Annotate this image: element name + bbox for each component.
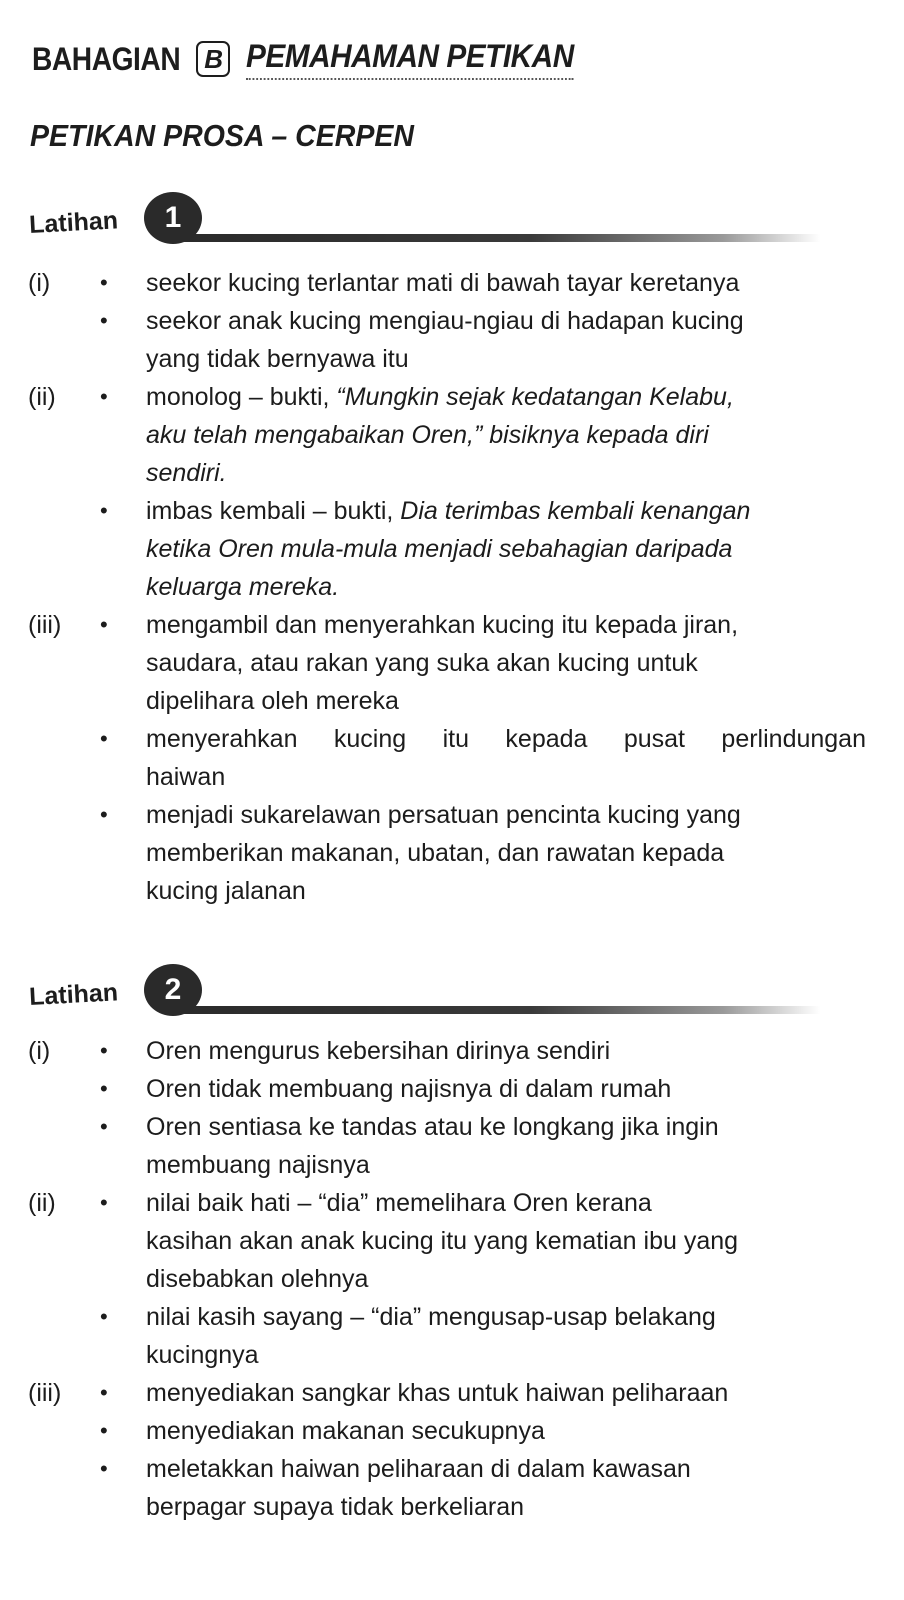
answer-line — [0, 1336, 904, 1374]
answer-text-quote: Dia terimbas kembali kenangan — [400, 497, 751, 525]
answer-text — [146, 340, 409, 378]
section-label: BAHAGIAN — [32, 40, 181, 77]
latihan-2-answers — [0, 1032, 904, 1526]
answer-text-plain: menyediakan sangkar khas untuk haiwan peliharaan — [146, 1379, 729, 1407]
answer-text-plain: meletakkan haiwan peliharaan di dalam kawasan — [146, 1455, 691, 1483]
latihan-label: Latihan — [28, 206, 119, 240]
answer-text-plain: menyediakan makanan secukupnya — [146, 1417, 545, 1445]
answer-text — [146, 378, 734, 416]
answer-text — [146, 796, 741, 834]
answer-line — [0, 416, 904, 454]
answer-text-plain: dipelihara oleh mereka — [146, 687, 399, 715]
answer-text: aku telah mengabaikan Oren,” bisiknya kepada diri — [146, 421, 709, 449]
answer-text — [146, 1374, 728, 1412]
answer-text-plain: saudara, atau rakan yang suka akan kucing untuk — [146, 649, 698, 677]
answer-text-plain: mengambil dan menyerahkan kucing itu kepada jiran, — [146, 611, 739, 639]
answer-text — [146, 872, 306, 910]
answer-text-plain: menjadi sukarelawan persatuan pencinta kucing yang — [146, 801, 741, 829]
bullet-icon: • — [100, 1418, 108, 1443]
answer-text-plain: yang tidak bernyawa itu — [146, 345, 409, 373]
latihan-1-heading — [30, 188, 820, 248]
answer-line — [0, 1184, 904, 1222]
answer-text-plain: menyerahkan kucing itu kepada pusat perlindungan — [146, 725, 866, 753]
answer-line — [0, 682, 904, 720]
answer-line — [0, 606, 904, 644]
section-header — [32, 38, 599, 80]
answer-line — [0, 834, 904, 872]
answer-text — [146, 1146, 370, 1184]
answer-text-plain: memberikan makanan, ubatan, dan rawatan kepada — [146, 839, 725, 867]
answer-text: sendiri. — [146, 459, 227, 487]
answer-text — [146, 264, 739, 302]
answer-line — [0, 1108, 904, 1146]
bullet-icon: • — [100, 1304, 108, 1329]
bullet-icon: • — [100, 726, 108, 751]
answer-text — [146, 1222, 738, 1260]
answer-text — [146, 644, 698, 682]
heading-rule — [178, 234, 820, 242]
bullet-icon: • — [100, 384, 108, 409]
answer-text-plain: Oren mengurus kebersihan dirinya sendiri — [146, 1037, 611, 1065]
answer-line — [0, 1146, 904, 1184]
answer-line — [0, 530, 904, 568]
bullet-icon: • — [100, 1380, 108, 1405]
latihan-1-answers — [0, 264, 904, 910]
roman-numeral: (ii) — [28, 383, 56, 411]
answer-text — [146, 1488, 524, 1526]
section-title: PEMAHAMAN PETIKAN — [246, 38, 574, 80]
answer-line — [0, 1298, 904, 1336]
answer-text-plain: kucingnya — [146, 1341, 259, 1369]
answer-line — [0, 340, 904, 378]
answer-line — [0, 1488, 904, 1526]
answer-line — [0, 1032, 904, 1070]
bullet-icon: • — [100, 612, 108, 637]
answer-text-plain: Oren tidak membuang najisnya di dalam rumah — [146, 1075, 672, 1103]
answer-line — [0, 264, 904, 302]
answer-text — [146, 606, 738, 644]
answer-line — [0, 568, 904, 606]
bullet-icon: • — [100, 1114, 108, 1139]
answer-line — [0, 1450, 904, 1488]
answer-text — [146, 720, 866, 758]
answer-text: ketika Oren mula-mula menjadi sebahagian daripada — [146, 535, 733, 563]
section-letter-badge: B — [196, 41, 230, 77]
answer-line — [0, 872, 904, 910]
answer-text-plain: haiwan — [146, 763, 226, 791]
answer-line — [0, 1070, 904, 1108]
answer-text-plain: membuang najisnya — [146, 1151, 370, 1179]
roman-numeral: (iii) — [28, 1379, 62, 1407]
heading-rule — [178, 1006, 820, 1014]
answer-text — [146, 834, 724, 872]
bullet-icon: • — [100, 498, 108, 523]
answer-text-plain: nilai kasih sayang – “dia” mengusap-usap belakang — [146, 1303, 716, 1331]
answer-line — [0, 1222, 904, 1260]
answer-text-plain: nilai baik hati – “dia” memelihara Oren kerana — [146, 1189, 652, 1217]
answer-text — [146, 302, 744, 340]
answer-text-plain: monolog – bukti, — [146, 383, 337, 411]
bullet-icon: • — [100, 1038, 108, 1063]
answer-text — [146, 1108, 719, 1146]
answer-text — [146, 1070, 671, 1108]
answer-text-plain: seekor kucing terlantar mati di bawah tayar keretanya — [146, 269, 740, 297]
answer-text — [146, 1336, 259, 1374]
answer-text — [146, 758, 225, 796]
bullet-icon: • — [100, 270, 108, 295]
answer-text — [146, 492, 750, 530]
answer-line — [0, 1260, 904, 1298]
roman-numeral: (iii) — [28, 611, 62, 639]
answer-text — [146, 1298, 716, 1336]
answer-text-plain: Oren sentiasa ke tandas atau ke longkang jika ingin — [146, 1113, 719, 1141]
answer-line — [0, 758, 904, 796]
answer-text-plain: kasihan akan anak kucing itu yang kematian ibu yang — [146, 1227, 739, 1255]
page-subtitle: PETIKAN PROSA – CERPEN — [30, 118, 415, 153]
answer-line — [0, 644, 904, 682]
answer-line — [0, 1374, 904, 1412]
roman-numeral: (i) — [28, 269, 51, 297]
answer-line — [0, 454, 904, 492]
bullet-icon: • — [100, 1190, 108, 1215]
answer-text-plain: seekor anak kucing mengiau-ngiau di hadapan kucing — [146, 307, 744, 335]
latihan-number-badge: 2 — [144, 964, 202, 1016]
answer-text — [146, 1184, 652, 1222]
bullet-icon: • — [100, 1456, 108, 1481]
answer-text-plain: imbas kembali – bukti, — [146, 497, 401, 525]
answer-text — [146, 682, 399, 720]
answer-line — [0, 378, 904, 416]
answer-text — [146, 1450, 691, 1488]
latihan-2-heading — [30, 960, 820, 1020]
answer-line — [0, 1412, 904, 1450]
answer-text: keluarga mereka. — [146, 573, 340, 601]
answer-text — [146, 1412, 545, 1450]
answer-line — [0, 302, 904, 340]
answer-line — [0, 720, 904, 758]
answer-text-plain: disebabkan olehnya — [146, 1265, 369, 1293]
bullet-icon: • — [100, 1076, 108, 1101]
answer-text-plain: berpagar supaya tidak berkeliaran — [146, 1493, 525, 1521]
answer-text — [146, 1260, 368, 1298]
latihan-number-badge: 1 — [144, 192, 202, 244]
bullet-icon: • — [100, 308, 108, 333]
roman-numeral: (i) — [28, 1037, 51, 1065]
answer-line — [0, 796, 904, 834]
bullet-icon: • — [100, 802, 108, 827]
roman-numeral: (ii) — [28, 1189, 56, 1217]
latihan-label: Latihan — [28, 978, 119, 1012]
answer-line — [0, 492, 904, 530]
answer-text-plain: kucing jalanan — [146, 877, 306, 905]
answer-text — [146, 1032, 610, 1070]
answer-text-quote: “Mungkin sejak kedatangan Kelabu, — [336, 383, 734, 411]
